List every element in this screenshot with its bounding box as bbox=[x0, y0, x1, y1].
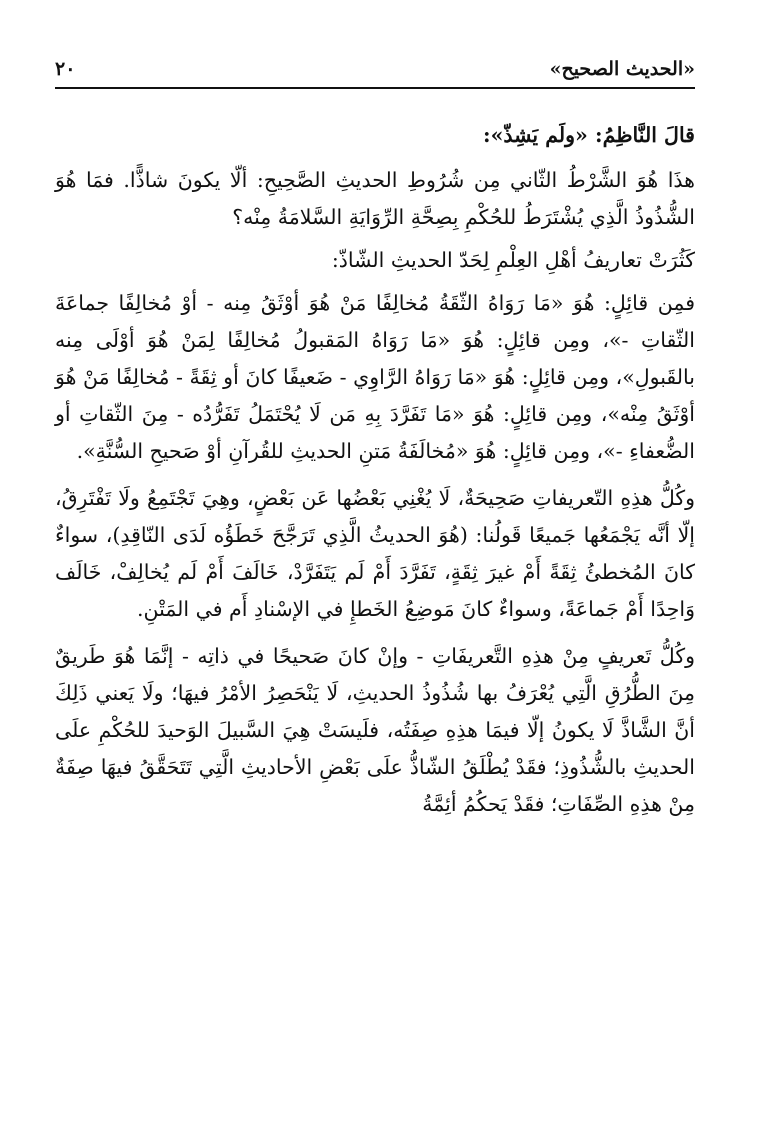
verse-quote-paragraph: قالَ النَّاظِمُ: «ولَم يَشِذّ»: bbox=[483, 123, 695, 147]
header-divider bbox=[55, 87, 695, 89]
book-page bbox=[55, 55, 695, 1095]
definitions-paragraph: فمِن قائِلٍ: هُوَ «مَا رَوَاهُ الثّقَةُ مُخالِفًا مَنْ هُوَ أوْثَقُ مِنه - أوْ مُخالِفًا جماعَةَ الثّقاتِ -»، ومِن قائِلٍ: هُوَ «مَا رَوَاهُ المَقبولُ مُخالِفًا لِمَنْ هُوَ أوْلَى مِنه بالقَبولِ»، ومِن قائِلٍ: هُوَ «مَا رَوَاهُ الرَّاوِي - ضَعيفًا كانَ أو ثِقَةً - مُخالِفًا مَنْ هُوَ أوْثَقُ مِنْه»، ومِن قائِلٍ: هُوَ «مَا تَفَرَّدَ بِهِ مَن لَا يُحْتَمَلُ تَفَرُّدُه - مِنَ الثّقاتِ أو الضُّعفاءِ -»، ومِن قائِلٍ: هُوَ «مُخالَفَةُ مَتنِ الحديثِ للقُرآنِ أوْ صَحيحِ السُّنَّةِ». bbox=[55, 291, 695, 463]
closing-paragraph: وكُلُّ تَعريفٍ مِنْ هذِهِ التَّعريفَاتِ - وإنْ كانَ صَحيحًا في ذاتِه - إنَّمَا هُوَ طَريقٌ مِنَ الطُّرُقِ الَّتِي يُعْرَفُ بها شُذُوذُ الحديثِ، لَا يَنْحَصِرُ الأمْرُ فيهَا؛ ولَا يَعني ذَلِكَ أنَّ الشَّاذَّ لَا يكونُ إلّا فيمَا هذِهِ صِفَتُه، فلَيسَتْ هِيَ السَّبيلَ الوَحيدَ للحُكْمِ علَى الحديثِ بالشُّذُوذِ؛ فقَدْ يُطْلَقُ الشّاذُّ علَى بَعْضِ الأحاديثِ الَّتِي تَتَحَقَّقُ فيهَا صِفَةٌ مِنْ هذِهِ الصِّفَاتِ؛ فقَدْ يَحكُمُ أئِمَّةُ bbox=[55, 644, 695, 816]
page-body bbox=[55, 117, 695, 833]
running-header bbox=[55, 55, 695, 85]
page-number: ٢٠ bbox=[55, 58, 76, 80]
unified-definition-paragraph: وكُلُّ هذِهِ التّعريفاتِ صَحِيحَةٌ، لَا يُغْنِي بَعْضُها عَن بَعْضٍ، وهِيَ تَجْتَمِعُ ولَا تَفْتَرِقُ، إلّا أنَّه يَجْمَعُها جَميعًا قَولُنا: (هُوَ الحديثُ الَّذِي تَرَجَّحَ خَطَؤُه لَدَى النّاقِدِ)، سواءٌ كانَ المُخطئُ ثِقَةً أَمْ غيرَ ثِقَةٍ، تَفَرَّدَ أَمْ لَم يَتَفَرَّدْ، خَالَفَ أَمْ لَم يُخالِفْ، خَالَف وَاحِدًا أَمْ جَماعَةً، وسواءٌ كانَ مَوضِعُ الخَطإِ في الإسْنادِ أَم في المَتْنِ. bbox=[55, 486, 695, 621]
definitions-intro-paragraph: كَثُرَتْ تعاريفُ أهْلِ العِلْمِ لِحَدّ الحديثِ الشّاذّ: bbox=[331, 248, 695, 272]
running-title: «الحديث الصحيح» bbox=[549, 58, 695, 80]
condition-intro-paragraph: هذَا هُوَ الشَّرْطُ الثّاني مِن شُرُوطِ الحديثِ الصَّحِيحِ: ألّا يكونَ شاذًّا. فمَا هُوَ الشُّذُوذُ الَّذِي يُشْتَرَطُ للحُكْمِ بِصِحَّةِ الرِّوَايَةِ السَّلامَةُ مِنْه؟ bbox=[55, 168, 695, 229]
